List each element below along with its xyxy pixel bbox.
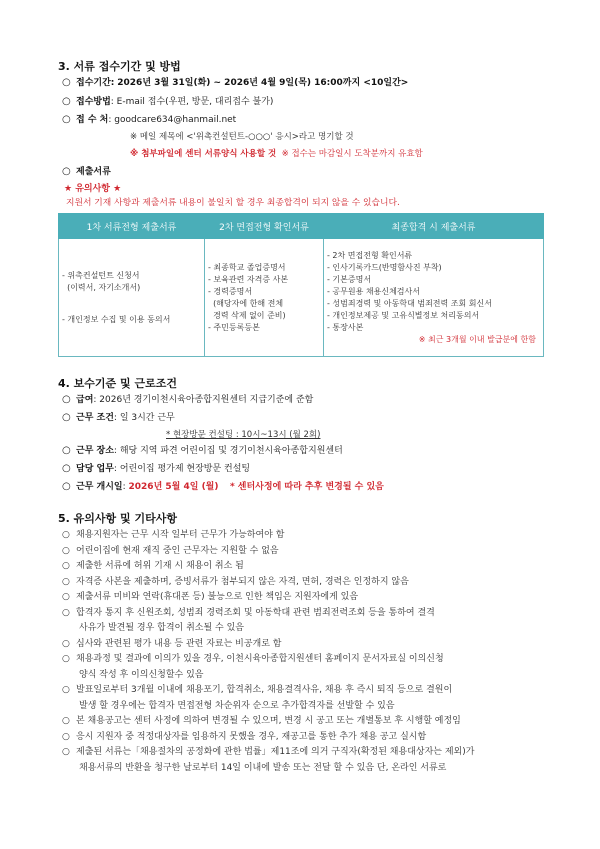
period-line (62, 76, 408, 90)
bullet-circle: ○ (62, 114, 71, 125)
hours-line (62, 411, 175, 425)
section3-title: 3. 서류 접수기간 및 방법 (58, 60, 181, 73)
list-item: - 성범죄경력 및 아동학대 범죄전력 조회 회신서 (327, 298, 492, 308)
attachment-note-red: ※ 첨부파일에 센터 서류양식 사용할 것 (130, 149, 277, 159)
list-item-text: 발표일로부터 3개월 이내에 채용포기, 합격취소, 채용결격사유, 채용 후 즉시 퇴직 등으로 결원이 (76, 685, 453, 695)
list-item (62, 528, 562, 544)
start-value: 2026년 5월 4일 (월) (128, 482, 219, 492)
table-header: 2차 면접전형 확인서류 (205, 214, 324, 239)
receiver-label: 접 수 처 (76, 115, 109, 125)
list-item-text: 어린이집에 현재 재직 중인 근무자는 지원할 수 없음 (76, 545, 279, 556)
duty-line (62, 462, 250, 476)
mail-title-note: ※ 메일 제목에 <'위촉컨설턴트-○○○' 응시>라고 명기할 것 (130, 132, 354, 142)
section4-title: 4. 보수기준 및 근로조건 (58, 377, 177, 390)
docs-line (62, 165, 111, 179)
list-item (62, 575, 562, 591)
hours-value: : 일 3시간 근무 (113, 413, 175, 423)
receiver-value: : goodcare634@hanmail.net (108, 115, 237, 125)
attachment-note (130, 147, 423, 159)
bullet-circle: ○ (62, 716, 70, 726)
list-item-text: 채용과정 및 결과에 이의가 있을 경우, 이천시육아종합지원센터 홈페이지 문서자료실 이의신청 (76, 654, 444, 664)
list-item: 경력 삭제 없이 준비) (208, 310, 286, 320)
bullet-circle: ○ (62, 607, 70, 618)
list-item: - 개인정보제공 및 고유식별정보 처리동의서 (327, 310, 480, 320)
pay-line (62, 393, 313, 407)
start-note: * 센터사정에 따라 추후 변경될 수 있음 (229, 482, 384, 492)
list-item (62, 730, 562, 746)
list-item-text: 본 채용공고는 센터 사정에 의하여 변경될 수 있으며, 변경 시 공고 또는 개별통보 후 시행할 예정임 (76, 716, 461, 726)
list-item: - 개인정보 수집 및 이용 동의서 (62, 314, 171, 324)
visit-schedule-note: * 현장방문 컨설팅 : 10시~13시 (월 2회) (166, 430, 321, 440)
method-label: 접수방법 (76, 97, 111, 107)
list-item: - 최종학교 졸업증명서 (208, 262, 286, 272)
section5-title: 5. 유의사항 및 기타사항 (58, 512, 177, 525)
list-item: (이력서, 자기소개서) (62, 282, 141, 292)
list-item: - 통장사본 (327, 322, 364, 332)
list-spacer (62, 294, 201, 314)
list-item: - 공무원용 채용신체검사서 (327, 286, 420, 296)
list-item (62, 652, 562, 668)
bullet-circle: ○ (62, 481, 71, 492)
place-line (62, 444, 343, 458)
bullet-circle: ○ (62, 638, 70, 649)
list-item: - 기본증명서 (327, 274, 372, 284)
duty-label: 담당 업무 (76, 464, 114, 474)
list-item (62, 745, 562, 761)
pay-label: 급여 (76, 395, 94, 405)
list-item: - 위촉컨설턴트 신청서 (62, 270, 140, 280)
bullet-circle: ○ (62, 166, 71, 177)
method-line (62, 95, 273, 109)
list-item-text: 자격증 사본을 제출하며, 증빙서류가 첨부되지 않은 자격, 면허, 경력은 인정하지 않음 (76, 576, 409, 587)
period-label: 접수기간: (76, 78, 115, 88)
table-header: 1차 서류전형 제출서류 (59, 214, 205, 239)
list-item-text: 제출서류 미비와 연락(휴대폰 등) 불능으로 인한 책임은 지원자에게 있음 (76, 592, 359, 602)
list-item-text: 제출된 서류는「채용절차의 공정화에 관한 법률」제11조에 의거 구직자(확정된 채용대상자는 제외)가 (76, 747, 475, 757)
notice-list (62, 528, 562, 776)
start-line: ○ 근무 개시일: 2026년 5월 4일 (월) * 센터사정에 따라 추후 변경될 수 있음 (62, 481, 384, 492)
list-item (62, 544, 562, 560)
bullet-circle: ○ (62, 445, 71, 456)
bullet-circle: ○ (62, 592, 70, 602)
caution-title: ★ 유의사항 ★ (64, 184, 122, 194)
duty-value: : 어린이집 평가제 현장방문 컨설팅 (113, 464, 251, 474)
list-item-text: 합격자 통지 후 신원조회, 성범죄 경력조회 및 아동학대 관련 범죄전력조회 등을 통하여 결격 (76, 607, 435, 618)
list-item (62, 683, 562, 699)
receiver-line (62, 113, 236, 127)
bullet-circle: ○ (62, 412, 71, 423)
bullet-circle: ○ (62, 576, 70, 587)
list-item (62, 606, 562, 622)
list-item-text: 응시 지원자 중 적정대상자를 임용하지 못했을 경우, 재공고를 통한 추가 채용 공고 실시함 (76, 731, 427, 742)
method-value: : E-mail 접수(우편, 방문, 대리접수 불가) (110, 97, 274, 107)
list-item-continuation: 발생 할 경우에는 합격자 면접전형 차순위자 순으로 추가합격자를 선발할 수 있음 (79, 700, 395, 711)
list-item-text: 심사와 관련된 평가 내용 등 관련 자료는 비공개로 함 (76, 638, 282, 649)
deadline-note: ※ 접수는 마감일시 도착분까지 유효함 (281, 149, 423, 159)
bullet-circle: ○ (62, 561, 70, 571)
bullet-circle: ○ (62, 77, 71, 88)
list-item: - 인사기록카드(반명함사진 부착) (327, 262, 442, 272)
list-item (62, 637, 562, 653)
list-item (62, 559, 562, 575)
bullet-circle: ○ (62, 545, 70, 556)
bullet-circle: ○ (62, 685, 70, 695)
table-cell-final (324, 239, 544, 357)
documents-table (58, 213, 544, 357)
bullet-circle: ○ (62, 394, 71, 405)
list-item-text: 채용지원자는 근무 시작 일부터 근무가 가능하여야 함 (76, 530, 285, 540)
hours-label: 근무 조건 (76, 413, 114, 423)
list-item-text: 제출한 서류에 허위 기재 시 채용이 취소 됨 (76, 561, 244, 571)
list-item-continuation: 채용서류의 반환을 청구한 날로부터 14일 이내에 발송 또는 전달 할 수 있음 단, 온라인 서류로 (79, 762, 447, 773)
table-cell-round2 (205, 239, 324, 357)
list-item-continuation: 사유가 발견될 경우 합격이 취소될 수 있음 (79, 623, 244, 633)
place-value: : 해당 지역 파견 어린이집 및 경기이천시육아종합지원센터 (113, 446, 343, 456)
bullet-circle: ○ (62, 731, 70, 742)
list-item: - 2차 면접전형 확인서류 (327, 250, 413, 260)
table-cell-round1 (59, 239, 205, 357)
list-item: - 보육관련 자격증 사본 (208, 274, 289, 284)
bullet-circle: ○ (62, 747, 70, 757)
bullet-circle: ○ (62, 463, 71, 474)
list-item: (해당자에 한해 전체 (208, 298, 284, 308)
list-item (62, 590, 562, 606)
recent-issue-note: ※ 최근 3개월 이내 발급분에 한함 (418, 334, 536, 344)
start-label: 근무 개시일 (76, 482, 123, 492)
list-item (62, 714, 562, 730)
bullet-circle: ○ (62, 96, 71, 107)
bullet-circle: ○ (62, 530, 70, 540)
pay-value: : 2026년 경기이천시육아종합지원센터 지급기준에 준함 (93, 395, 314, 405)
caution-text: 지원서 기재 사항과 제출서류 내용이 불일치 할 경우 최종합격이 되지 않을 수 있습니다. (66, 198, 400, 208)
bullet-circle: ○ (62, 654, 70, 664)
period-value: 2026년 3월 31일(화) ~ 2026년 4월 9일(목) 16:00까지 <10일간> (117, 78, 409, 88)
list-item-continuation: 양식 작성 후 이의신청할수 있음 (79, 669, 204, 680)
table-header: 최종합격 시 제출서류 (324, 214, 544, 239)
place-label: 근무 장소 (76, 446, 114, 456)
docs-label: 제출서류 (76, 167, 111, 177)
list-item: - 주민등록등본 (208, 322, 260, 332)
list-item: - 경력증명서 (208, 286, 253, 296)
